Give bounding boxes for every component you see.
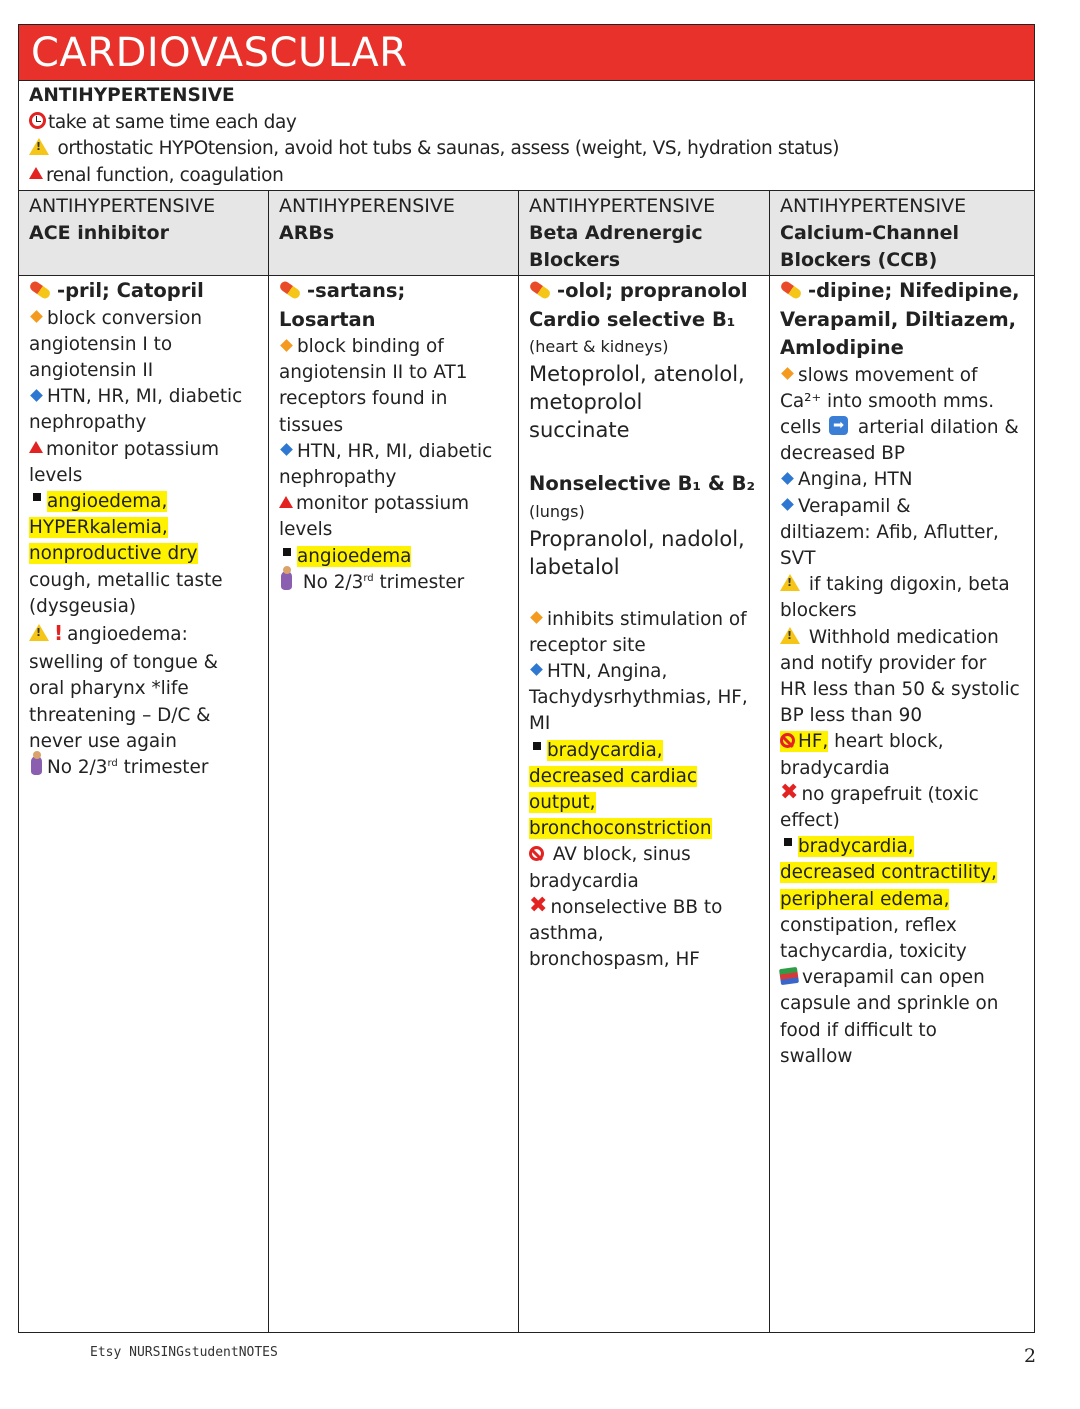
prohibited-icon [529,846,544,861]
orange-diamond-icon [530,611,543,624]
item-text: nonselective BB to asthma, bronchospasm, HF [529,896,723,971]
item-text: Propranolol, nadolol, labetalol [529,526,745,579]
black-square-icon [283,548,291,556]
intro-lines [29,110,1024,190]
item-text: verapamil can open capsule and sprinkle on food if difficult to swallow [780,967,999,1067]
column-body [19,276,268,782]
column-body [269,276,518,597]
item-text: -sartans; Losartan [279,279,413,331]
list-item [29,755,258,781]
list-item [279,334,508,439]
red-x-icon: ✖ [780,780,799,806]
red-x-icon: ✖ [529,893,548,919]
item-text: trimester [117,756,209,778]
black-square-icon [533,742,541,750]
highlighted-text: angioedema [297,545,412,567]
pregnant-woman-icon [31,756,42,775]
intro-line-text: take at same time each day [48,111,297,133]
list-item [529,738,759,843]
column-header [519,191,769,276]
list-item [279,277,508,334]
highlighted-text: bradycardia, decreased cardiac output, bronchoconstriction [529,739,712,840]
item-text: HTN, HR, MI, diabetic nephropathy [279,440,493,489]
list-item [529,277,759,306]
list-item [529,360,759,444]
column-header [19,191,268,276]
list-item [529,659,759,738]
item-text: Withhold medication and notify provider for HR less than 50 & systolic BP less than 90 [780,626,1020,727]
list-item [529,842,759,894]
item-text: Verapamil & diltiazem: Afib, Aflutter, SVT [780,495,999,569]
blue-diamond-icon [781,472,794,485]
column-category: ANTIHYPERTENSIVE [780,195,967,217]
column-body [519,276,769,974]
orange-diamond-icon [30,310,43,323]
intro-line [29,163,1024,190]
title-bar [19,25,1034,81]
column-category: ANTIHYPERENSIVE [279,195,455,217]
list-item [529,334,759,360]
black-square-icon [33,493,41,501]
spacer [529,444,759,470]
list-item [529,895,759,974]
item-text: block conversion angiotensin I to angiotensin II [29,307,203,381]
item-text: arterial dilation & decreased BP [780,416,1019,465]
item-text: HTN, Angina, Tachydysrhythmias, HF, MI [529,660,748,735]
item-text: No 2/3 [47,756,108,778]
list-item [780,363,1024,468]
list-item [529,525,759,581]
superscript: rd [363,572,374,584]
drug-class-column [770,191,1034,1332]
footer-source: Etsy NURSINGstudentNOTES [90,1345,278,1360]
column-class-name: Beta Adrenergic Blockers [529,222,703,271]
pill-icon [779,279,803,300]
list-item [29,306,258,385]
list-item [529,607,759,659]
item-text: (heart & kidneys) [529,337,669,356]
warning-icon [780,627,800,644]
list-item [780,467,1024,493]
list-item [780,277,1024,363]
list-item [780,572,1024,624]
orange-diamond-icon [781,367,794,380]
item-text: cough, metallic taste (dysgeusia) [29,569,223,617]
warning-icon [29,624,49,641]
list-item [279,491,508,543]
list-item [279,439,508,491]
list-item [29,384,258,436]
column-class-name: Calcium-Channel Blockers (CCB) [780,222,960,271]
prohibited-icon [780,733,795,748]
black-square-icon [784,838,792,846]
column-body [770,276,1034,1071]
intro-line-text: orthostatic HYPOtension, avoid hot tubs & saunas, assess (weight, VS, hydration status) [52,138,840,159]
list-item [780,834,1024,965]
item-text: if taking digoxin, beta blockers [780,574,1010,622]
blue-diamond-icon [530,664,543,677]
warning-icon [29,138,49,155]
column-category: ANTIHYPERTENSIVE [29,195,216,217]
item-text: slows movement of Ca²⁺ into smooth mms. cells [780,364,995,438]
drug-class-table [19,191,1034,1332]
blue-diamond-icon [280,443,293,456]
cardiovascular-sheet [18,24,1035,1333]
item-text: monitor potassium levels [29,438,220,486]
item-text: Metoprolol, atenolol, metoprolol succinate [529,362,745,442]
orange-diamond-icon [280,339,293,352]
pregnant-woman-icon [281,571,292,590]
red-triangle-icon [29,441,43,453]
item-text: AV block, sinus bradycardia [529,844,691,892]
drug-class-column [19,191,269,1332]
list-item [780,729,1024,781]
list-item [29,277,258,306]
list-item [279,544,508,570]
list-item [780,782,1024,834]
pill-icon [528,279,552,300]
intro-line [29,110,1024,137]
drug-class-column [269,191,519,1332]
page-number: 2 [1024,1345,1037,1367]
item-text: block binding of angiotensin II to AT1 receptors found in tissues [279,336,468,436]
item-text: monitor potassium levels [279,493,470,541]
list-item [29,437,258,489]
superscript: rd [107,757,118,769]
column-class-name: ARBs [279,222,335,244]
list-item [29,489,258,620]
exclamation-icon: ! [54,620,64,645]
books-icon [779,967,799,985]
intro-heading: ANTIHYPERTENSIVE [29,85,235,106]
column-header [770,191,1034,276]
column-header [269,191,518,276]
list-item [780,965,1024,1070]
list-item [279,570,508,596]
spacer [529,581,759,607]
item-text: heart block, bradycardia [780,731,944,779]
item-text: inhibits stimulation of receptor site [529,608,747,656]
pill-icon [28,279,52,300]
intro-line [29,136,1024,163]
page-title: CARDIOVASCULAR [31,30,408,76]
right-arrow-icon: ➡ [829,416,848,435]
alarm-clock-icon [29,112,46,129]
icon-highlight [780,731,798,752]
item-text: Angina, HTN [798,469,913,491]
column-category: ANTIHYPERTENSIVE [529,195,716,217]
list-item [529,499,759,525]
list-item [29,620,258,755]
item-text: HTN, HR, MI, diabetic nephropathy [29,386,243,434]
blue-diamond-icon [781,498,794,511]
intro-line-text: renal function, coagulation [46,164,284,186]
pill-icon [278,279,302,300]
warning-icon [780,574,800,591]
list-item [529,470,759,499]
blue-diamond-icon [30,389,43,402]
highlighted-text: bradycardia, decreased contractility, peripheral edema, [780,836,997,910]
item-text: -dipine; Nifedipine, Verapamil, Diltiazem, Amlodipine [780,279,1020,359]
red-triangle-icon [29,167,43,179]
item-text: No 2/3 [297,571,364,593]
item-text: trimester [373,571,465,593]
list-item [529,306,759,335]
item-text: -olol; propranolol [557,279,748,302]
intro-section [19,81,1034,191]
item-text: angioedema: swelling of tongue & oral pharynx *life threatening – D/C & never use again [29,624,218,752]
item-text: constipation, reflex tachycardia, toxicity [780,914,967,962]
red-triangle-icon [279,496,293,508]
highlighted-text: HF, [798,731,829,753]
column-class-name: ACE inhibitor [29,222,169,244]
item-text: -pril; Catopril [57,279,204,302]
item-text: Cardio selective B₁ [529,307,736,331]
list-item [780,625,1024,730]
drug-class-column [519,191,770,1332]
item-text: (lungs) [529,501,585,521]
item-text: no grapefruit (toxic effect) [780,783,979,831]
item-text: Nonselective B₁ & B₂ [529,472,756,495]
list-item [780,494,1024,573]
highlighted-text: angioedema, HYPERkalemia, nonproductive dry [29,490,198,565]
